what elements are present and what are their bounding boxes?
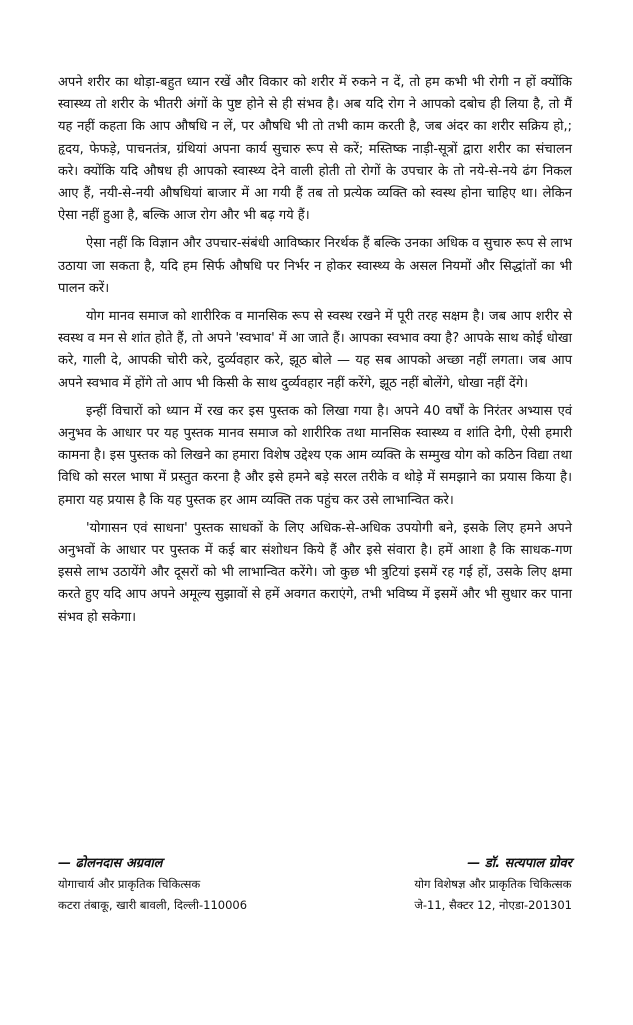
paragraph-2: ऐसा नहीं कि विज्ञान और उपचार-संबंधी आविष्कार निरर्थक हैं बल्कि उनका अधिक व सुचारु रूप से लाभ उठाया जा सकता है, यदि हम सिर्फ औषधि पर निर्भर न होकर स्वास्थ्य के असल नियमों और सिद्धांतों का भी पालन करें। [58, 236, 572, 296]
signature-left-title: योगाचार्य और प्राकृतिक चिकित्सक [58, 877, 201, 891]
paragraph-5: 'योगासन एवं साधना' पुस्तक साधकों के लिए अधिक-से-अधिक उपयोगी बने, इसके लिए हमने अपने अनुभवों के आधार पर पुस्तक में कई बार संशोधन किये हैं और इसे संवारा है। हमें आशा है कि साधक-गण इससे लाभ उठायेंगे और दूसरों को भी लाभान्वित करेंगे। जो कुछ भी त्रुटियां इसमें रह गई हों, उसके लिए क्षमा करते हुए यदि आप अपने अमूल्य सुझावों से हमें अवगत कराएंगे, तभी भविष्य में इसमें और भी सुधार कर पाना संभव हो सकेगा। [58, 520, 572, 625]
preface-body [58, 72, 572, 635]
paragraph-3: योग मानव समाज को शारीरिक व मानसिक रूप से स्वस्थ रखने में पूरी तरह सक्षम है। जब आप शरीर से स्वस्थ व मन से शांत होते हैं, तो अपने 'स्वभाव' में आ जाते हैं। आपका स्वभाव क्या है? आपके साथ कोई धोखा करे, गाली दे, आपकी चोरी करे, दुर्व्यवहार करे, झूठ बोले — यह सब आपको अच्छा नहीं लगता। जब आप अपने स्वभाव में होंगे तो आप भी किसी के साथ दुर्व्यवहार नहीं करेंगे, झूठ नहीं बोलेंगे, धोखा नहीं देंगे। [58, 309, 572, 391]
signature-right-address: जे-11, सैक्टर 12, नोएडा-201301 [414, 898, 572, 912]
signature-right-title: योग विशेषज्ञ और प्राकृतिक चिकित्सक [414, 877, 572, 891]
signature-block [58, 853, 572, 916]
paragraph-1: अपने शरीर का थोड़ा-बहुत ध्यान रखें और विकार को शरीर में रुकने न दें, तो हम कभी भी रोगी न हों क्योंकि स्वास्थ्य तो शरीर के भीतरी अंगों के पुष्ट होने से ही संभव है। अब यदि रोग ने आपको दबोच ही लिया है, तो मैं यह नहीं कहता कि आप औषधि न लें, पर औषधि भी तो तभी काम करती है, जब अंदर का शरीर सक्रिय हो,; हृदय, फेफड़े, पाचनतंत्र, ग्रंथियां अपना कार्य सुचारु रूप से करें; मस्तिष्क नाड़ी-सूत्रों द्वारा शरीर का संचालन करे। क्योंकि यदि औषध ही आपको स्वास्थ्य देने वाली होती तो रोगों के उपचार के तो नये-से-नये ढंग निकल आए हैं, नयी-से-नयी औषधियां बाजार में आ गयी हैं तब तो प्रत्येक व्यक्ति को स्वस्थ होना चाहिए था। लेकिन ऐसा नहीं हुआ है, बल्कि आज रोग और भी बढ़ गये हैं। [58, 75, 572, 224]
signature-right [414, 853, 572, 916]
signature-left-name: — ढोलनदास अग्रवाल [58, 856, 163, 871]
signature-left-address: कटरा तंबाकू, खारी बावली, दिल्ली-110006 [58, 898, 248, 912]
signature-left [58, 853, 247, 916]
paragraph-4: इन्हीं विचारों को ध्यान में रख कर इस पुस्तक को लिखा गया है। अपने 40 वर्षों के निरंतर अभ्यास एवं अनुभव के आधार पर यह पुस्तक मानव समाज को शारीरिक तथा मानसिक स्वास्थ्य व शांति देगी, ऐसी हमारी कामना है। इस पुस्तक को लिखने का हमारा विशेष उद्देश्य एक आम व्यक्ति के सम्मुख योग को कठिन विद्या तथा विधि को सरल भाषा में प्रस्तुत करना है और इसे हमने बड़े सरल तरीके व थोड़े में समझाने का प्रयास किया है। हमारा यह प्रयास है कि यह पुस्तक हर आम व्यक्ति तक पहुंच कर उसे लाभान्वित करे। [58, 403, 572, 508]
signature-right-name: — डॉ. सत्यपाल ग्रोवर [467, 856, 572, 871]
